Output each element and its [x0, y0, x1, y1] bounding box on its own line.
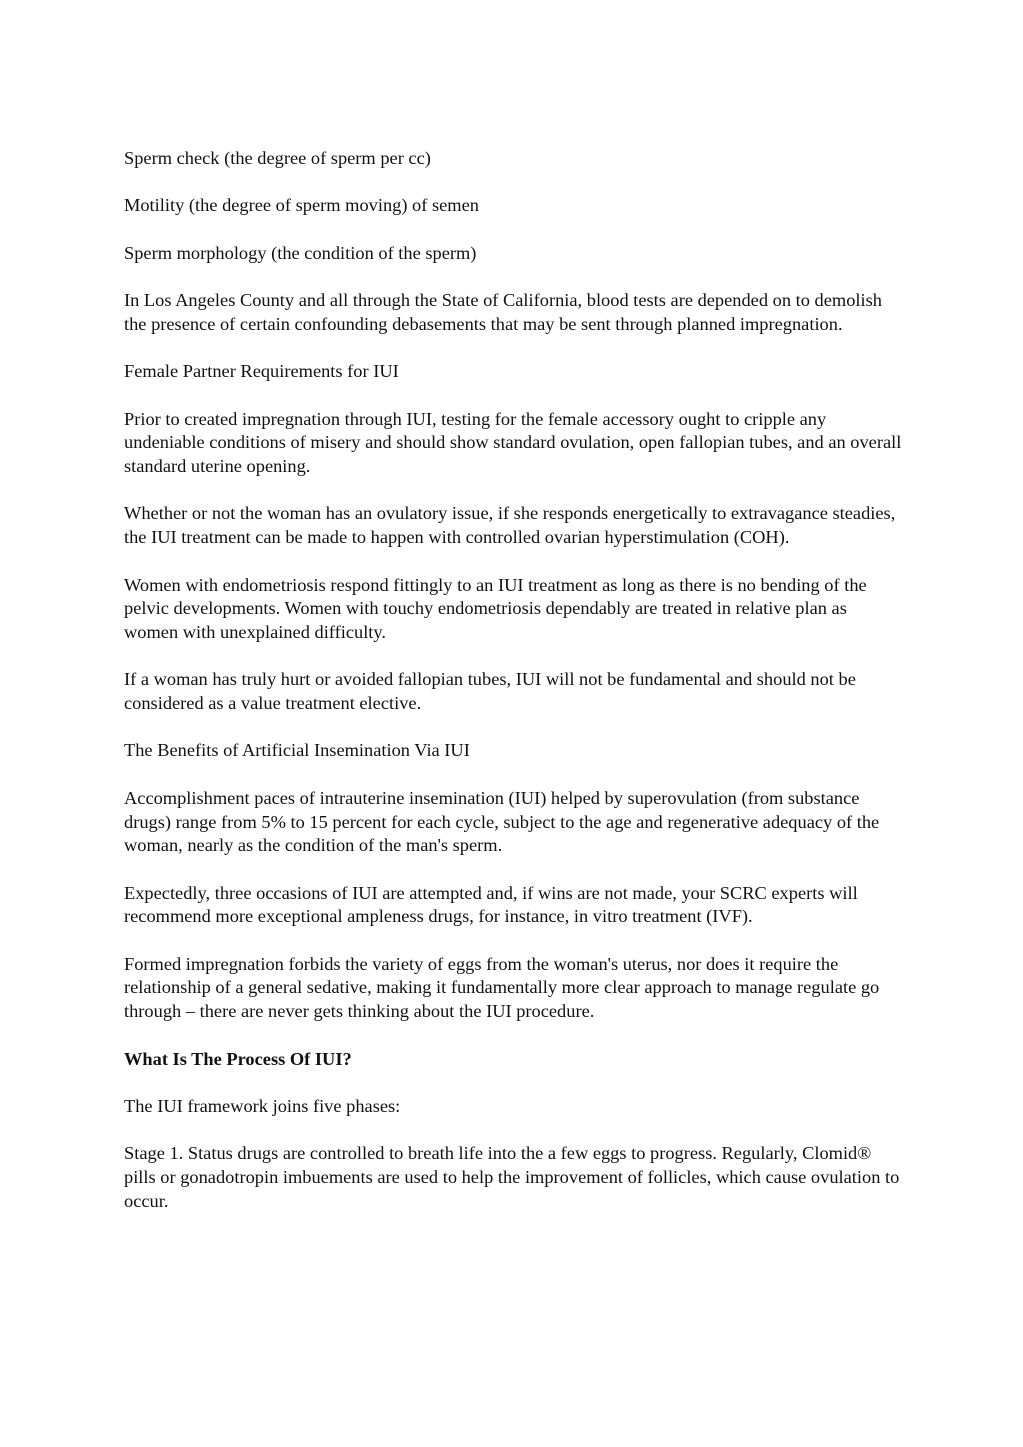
paragraph-motility: Motility (the degree of sperm moving) of semen — [124, 195, 479, 216]
paragraph-five-phases: The IUI framework joins five phases: — [124, 1095, 401, 1116]
paragraph-procedure-notes: Formed impregnation forbids the variety of eggs from the woman's uterus, nor does it require the relationship of a general sedative, making it fundamentally more clear approach to manage regulate go through – there are never gets thinking about the IUI procedure. — [124, 953, 880, 1022]
paragraph-ivf-recommendation: Expectedly, three occasions of IUI are attempted and, if wins are not made, your SCRC experts will recommend more exceptional ampleness drugs, for instance, in vitro treatment (IVF). — [124, 882, 858, 927]
paragraph-success-rates: Accomplishment paces of intrauterine insemination (IUI) helped by superovulation (from substance drugs) range from 5% to 15 percent for each cycle, subject to the age and regenerative adequacy of the woman, nearly as the condition of the man's sperm. — [124, 787, 880, 856]
paragraph-blood-tests: In Los Angeles County and all through the State of California, blood tests are depended on to demolish the presence of certain confounding debasements that may be sent through planned impregnation. — [124, 290, 882, 334]
section-title-female-requirements: Female Partner Requirements for IUI — [124, 361, 399, 382]
paragraph-female-testing: Prior to created impregnation through IUI, testing for the female accessory ought to cripple any undeniable conditions of misery and should show standard ovulation, open fallopian tubes, and an overall standard uterine opening. — [124, 408, 902, 477]
section-heading-process: What Is The Process Of IUI? — [124, 1048, 352, 1069]
document-page — [124, 147, 902, 1237]
paragraph-ovulatory-issue: Whether or not the woman has an ovulatory issue, if she responds energetically to extravagance steadies, the IUI treatment can be made to happen with controlled ovarian hyperstimulation (COH). — [124, 503, 896, 548]
section-title-benefits: The Benefits of Artificial Insemination Via IUI — [124, 740, 470, 761]
paragraph-fallopian-tubes: If a woman has truly hurt or avoided fallopian tubes, IUI will not be fundamental and should not be considered as a value treatment elective. — [124, 669, 856, 714]
paragraph-morphology: Sperm morphology (the condition of the sperm) — [124, 242, 477, 263]
paragraph-sperm-check: Sperm check (the degree of sperm per cc) — [124, 148, 431, 168]
paragraph-stage-1: Stage 1. Status drugs are controlled to breath life into the a few eggs to progress. Regularly, Clomid® pills or gonadotropin imbuements are used to help the improvement of follicles, which cause ovulation to occur. — [124, 1143, 900, 1211]
paragraph-endometriosis: Women with endometriosis respond fittingly to an IUI treatment as long as there is no bending of the pelvic developments. Women with touchy endometriosis dependably are treated in relative plan as women with unexplained difficulty. — [124, 574, 867, 642]
